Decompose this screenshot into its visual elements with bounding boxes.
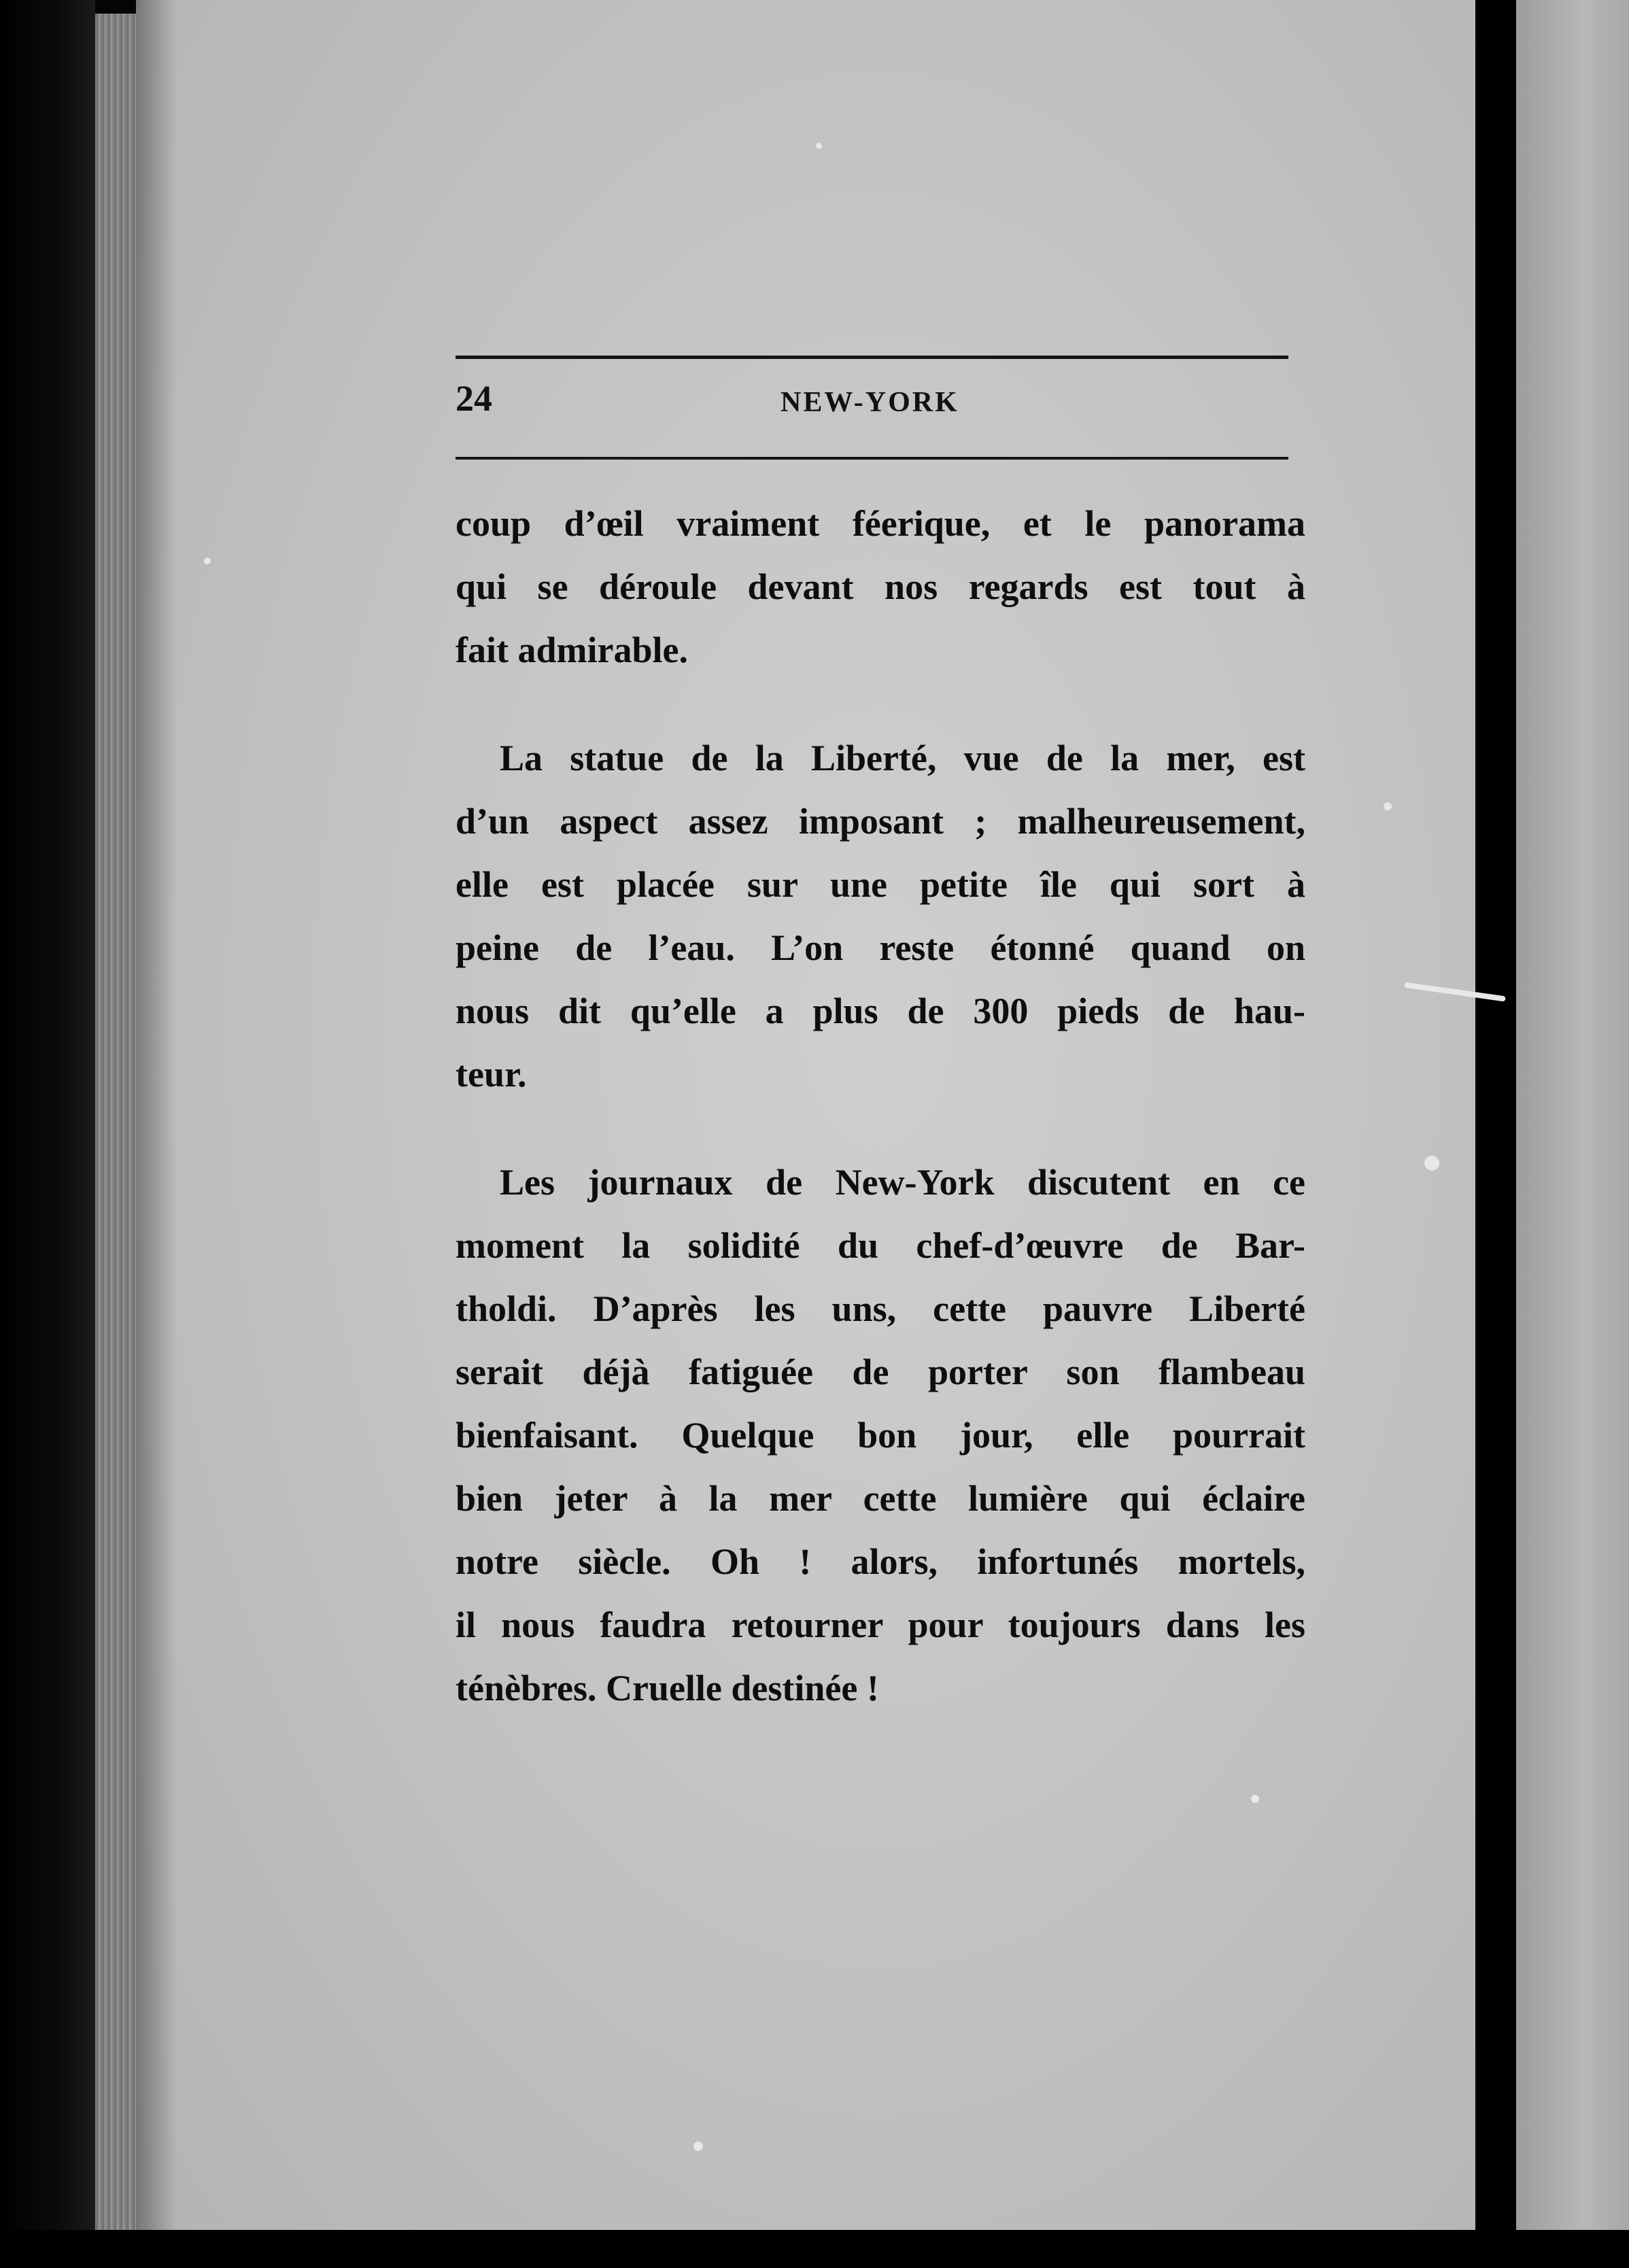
text-line: nous dit qu’elle a plus de 300 pieds de hau- — [456, 991, 1305, 1031]
dust-speck — [1251, 1795, 1259, 1803]
page-binding-shadow — [136, 0, 177, 2268]
paragraph — [456, 492, 1305, 682]
text-line: teur. — [456, 1054, 527, 1095]
adjacent-page-edge — [1516, 0, 1629, 2268]
text-line: bienfaisant. Quelque bon jour, elle pourrait — [456, 1415, 1305, 1456]
text-line: peine de l’eau. L’on reste étonné quand on — [456, 927, 1305, 968]
text-line: La statue de la Liberté, vue de la mer, est — [500, 738, 1305, 778]
text-line: notre siècle. Oh ! alors, infortunés mortels, — [456, 1541, 1305, 1582]
dust-speck — [204, 557, 211, 564]
text-line: serait déjà fatiguée de porter son flambeau — [456, 1352, 1305, 1392]
text-line: il nous faudra retourner pour toujours dans les — [456, 1604, 1305, 1645]
text-line: ténèbres. Cruelle destinée ! — [456, 1668, 879, 1708]
text-line: Les journaux de New-York discutent en ce — [500, 1162, 1305, 1203]
text-line: coup d’œil vraiment féerique, et le panorama — [456, 503, 1305, 544]
paragraph — [456, 1151, 1305, 1720]
scan-right-gutter — [1475, 0, 1516, 2268]
scan-bottom-border — [0, 2230, 1629, 2268]
scan-left-border — [0, 0, 95, 2268]
dust-speck — [1384, 802, 1392, 810]
text-line: qui se déroule devant nos regards est tout à — [456, 566, 1305, 607]
text-line: elle est placée sur une petite île qui sort à — [456, 864, 1305, 905]
page-number: 24 — [456, 378, 492, 419]
header-top-rule — [456, 356, 1288, 359]
text-line: moment la solidité du chef-d’œuvre de Bar- — [456, 1225, 1305, 1266]
dust-speck — [693, 2142, 703, 2151]
dust-speck — [1424, 1156, 1439, 1171]
body-text — [456, 492, 1305, 1720]
running-head: NEW-YORK — [781, 387, 959, 418]
text-line: tholdi. D’après les uns, cette pauvre Liberté — [456, 1288, 1305, 1329]
text-line: fait admirable. — [456, 630, 688, 670]
text-line: d’un aspect assez imposant ; malheureusement, — [456, 801, 1305, 842]
header-bottom-rule — [456, 457, 1288, 460]
dust-speck — [816, 143, 822, 149]
paragraph — [456, 727, 1305, 1106]
text-line: bien jeter à la mer cette lumière qui éclaire — [456, 1478, 1305, 1519]
